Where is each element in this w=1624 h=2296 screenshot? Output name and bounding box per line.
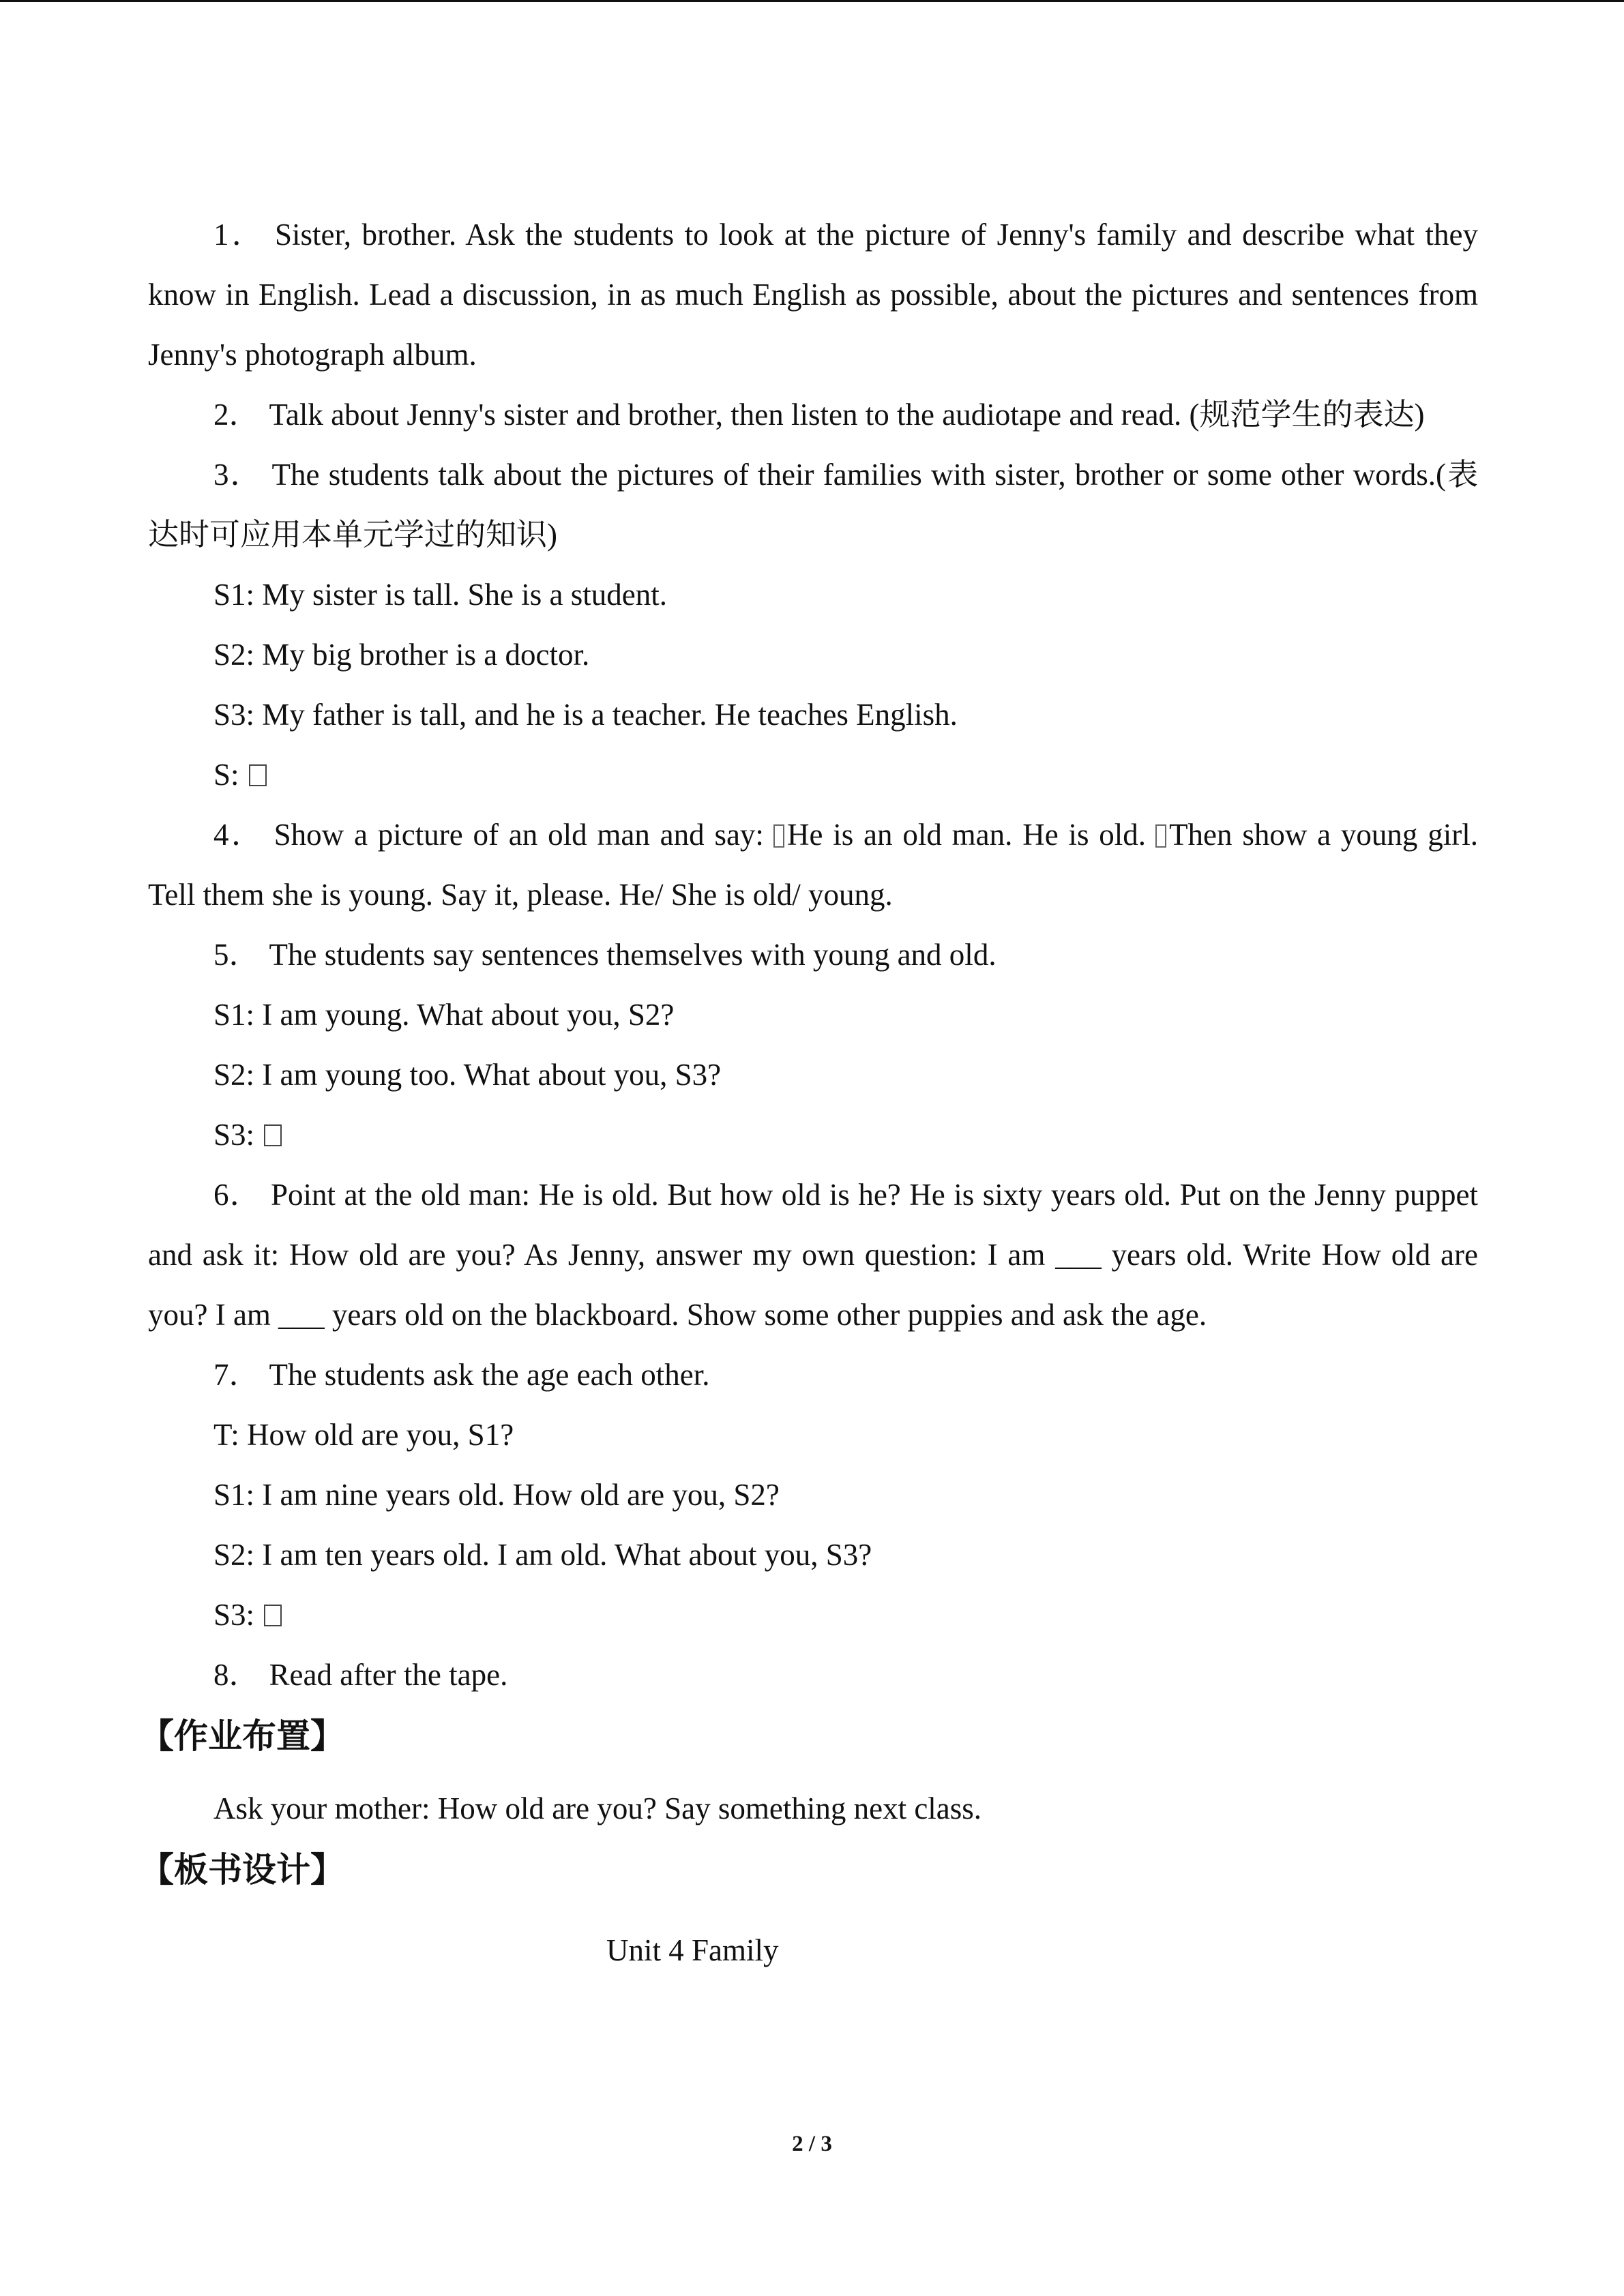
dialogue-line-placeholder [148,1105,1478,1165]
top-border-line [0,0,1624,2]
blank-box-icon [264,1605,282,1626]
step-text: Talk about Jenny's sister and brother, then listen to the audiotape and read. (规范学生的表达) [269,398,1425,432]
step-number: 1． [213,218,266,252]
step-number: 7． [213,1358,260,1392]
dialogue-line: S1: I am nine years old. How old are you, S2? [213,1478,780,1512]
step-8 [148,1645,1478,1705]
step-1 [148,205,1478,385]
dialogue-line: S2: I am young too. What about you, S3? [213,1058,722,1092]
step-text: Point at the old man: He is old. But how old is he? He is sixty years old. Put on the Jenny puppet and ask it: How old are you? As Jenny, answer my own question: I am ___ years old. Write How old are you? I am ___ years old on the blackboard. Show some other puppies and ask the age. [148,1178,1478,1332]
homework-text: Ask your mother: How old are you? Say something next class. [213,1791,982,1825]
step-number: 5． [213,938,260,972]
speaker-label: S: [213,758,239,792]
step-text: Read after the tape. [269,1658,508,1692]
close-quote-box-icon [1155,824,1166,848]
blank-box-icon [249,764,267,786]
step-7 [148,1345,1478,1405]
dialogue-line: S2: My big brother is a doctor. [213,638,590,672]
document-body [140,205,1478,1980]
speaker-label: S3: [213,1118,255,1152]
step-2 [148,385,1478,445]
step-text: The students ask the age each other. [269,1358,710,1392]
dialogue-line: S2: I am ten years old. I am old. What about you, S3? [213,1538,872,1572]
dialogue-line: S3: My father is tall, and he is a teacher. He teaches English. [213,698,958,732]
step-text: The students say sentences themselves with young and old. [269,938,996,972]
open-quote-box-icon [773,824,784,848]
dialogue-line-placeholder [148,1585,1478,1645]
homework-heading: 【作业布置】 [140,1716,344,1756]
step-number: 6． [213,1178,262,1212]
step-text: The students talk about the pictures of their families with sister, brother or some other words.(表达时可应用本单元学过的知识) [148,458,1478,552]
board-design-heading: 【板书设计】 [140,1850,344,1890]
step-number: 2． [213,398,260,432]
dialogue-line: T: How old are you, S1? [213,1418,514,1452]
step-3 [148,445,1478,565]
step-4 [148,805,1478,925]
board-unit-title: Unit 4 Family [606,1933,779,1967]
step-number: 8． [213,1658,260,1692]
dialogue-line: S1: I am young. What about you, S2? [213,998,675,1032]
speaker-label: S3: [213,1598,255,1632]
dialogue-line: S1: My sister is tall. She is a student. [213,578,668,612]
step-number: 4． [213,818,265,852]
step-text: Sister, brother. Ask the students to look at the picture of Jenny's family and describe what they know in English. Lead a discussion, in as much English as possible, about the pictures and sentences from Jenny's photograph album. [148,218,1478,372]
blank-box-icon [264,1124,282,1146]
step-text-part: He is an old man. He is old. [786,818,1147,852]
step-5 [148,925,1478,985]
page-number: 2 / 3 [792,2132,832,2156]
step-number: 3． [213,458,263,492]
dialogue-line-placeholder [148,745,1478,805]
step-text-part: Then show a young girl. Tell them she is young. Say it, please. He/ She is old/ young. [148,818,1478,912]
step-text-part: Show a picture of an old man and say: [274,818,764,852]
step-6 [148,1165,1478,1345]
